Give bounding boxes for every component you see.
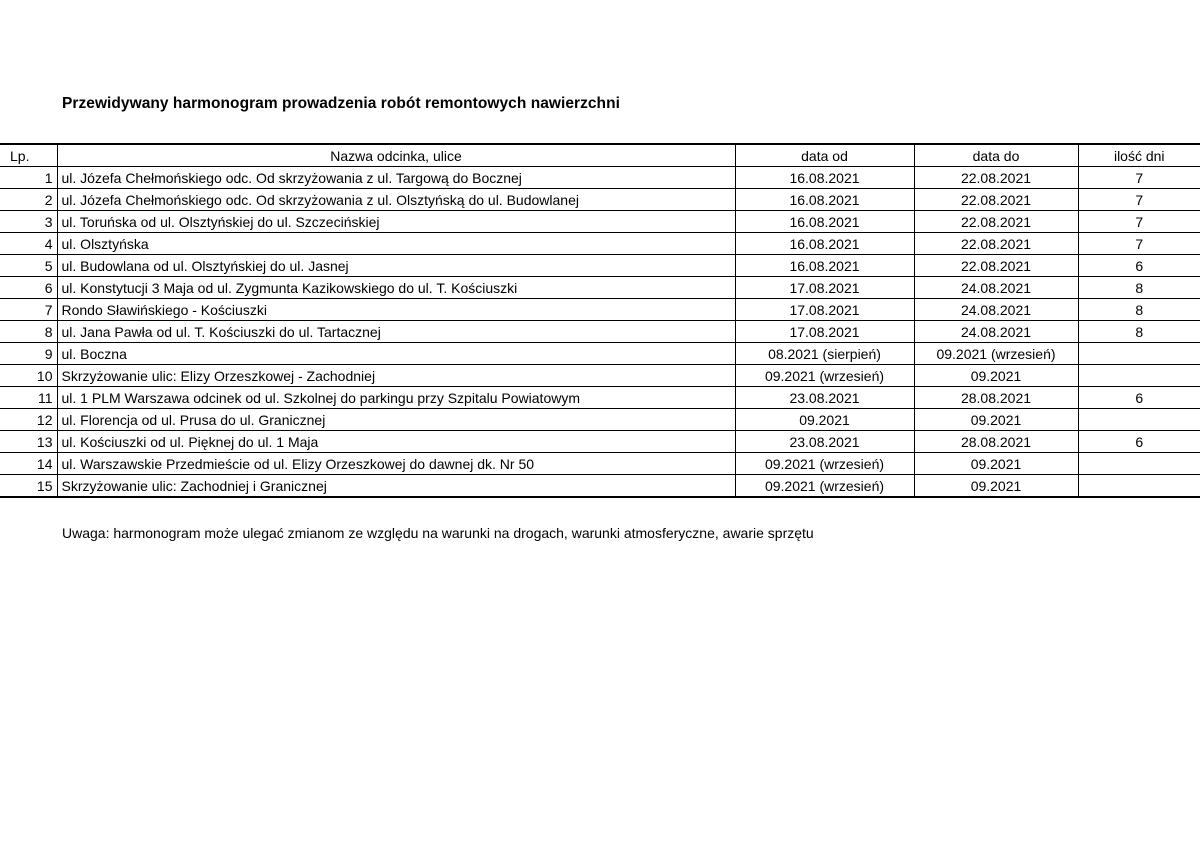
cell-date-to: 28.08.2021 bbox=[914, 431, 1078, 453]
table-row bbox=[0, 453, 1200, 475]
cell-date-from: 09.2021 (wrzesień) bbox=[735, 453, 914, 475]
cell-name: Skrzyżowanie ulic: Zachodniej i Granicznej bbox=[57, 475, 735, 498]
cell-name: ul. 1 PLM Warszawa odcinek od ul. Szkolnej do parkingu przy Szpitalu Powiatowym bbox=[57, 387, 735, 409]
cell-date-from: 16.08.2021 bbox=[735, 211, 914, 233]
cell-date-from: 17.08.2021 bbox=[735, 277, 914, 299]
cell-days: 8 bbox=[1078, 299, 1200, 321]
cell-days bbox=[1078, 343, 1200, 365]
cell-date-to: 22.08.2021 bbox=[914, 211, 1078, 233]
cell-date-to: 09.2021 bbox=[914, 475, 1078, 498]
table-row bbox=[0, 431, 1200, 453]
cell-date-to: 09.2021 bbox=[914, 453, 1078, 475]
cell-days bbox=[1078, 453, 1200, 475]
cell-lp: 8 bbox=[0, 321, 57, 343]
cell-name: ul. Budowlana od ul. Olsztyńskiej do ul. Jasnej bbox=[57, 255, 735, 277]
cell-date-to: 22.08.2021 bbox=[914, 167, 1078, 189]
cell-date-from: 09.2021 bbox=[735, 409, 914, 431]
table-row bbox=[0, 211, 1200, 233]
cell-date-to: 22.08.2021 bbox=[914, 255, 1078, 277]
cell-lp: 15 bbox=[0, 475, 57, 498]
cell-lp: 7 bbox=[0, 299, 57, 321]
table-row bbox=[0, 233, 1200, 255]
cell-date-to: 28.08.2021 bbox=[914, 387, 1078, 409]
note-text: Uwaga: harmonogram może ulegać zmianom ze względu na warunki na drogach, warunki atmosferyczne, awarie sprzętu bbox=[62, 525, 814, 541]
cell-name: Skrzyżowanie ulic: Elizy Orzeszkowej - Zachodniej bbox=[57, 365, 735, 387]
cell-days: 6 bbox=[1078, 387, 1200, 409]
header-days: ilość dni bbox=[1078, 144, 1200, 167]
cell-days: 7 bbox=[1078, 189, 1200, 211]
table-row bbox=[0, 409, 1200, 431]
cell-date-to: 24.08.2021 bbox=[914, 299, 1078, 321]
cell-lp: 10 bbox=[0, 365, 57, 387]
header-date-to: data do bbox=[914, 144, 1078, 167]
cell-name: ul. Józefa Chełmońskiego odc. Od skrzyżowania z ul. Targową do Bocznej bbox=[57, 167, 735, 189]
cell-lp: 11 bbox=[0, 387, 57, 409]
cell-date-from: 23.08.2021 bbox=[735, 431, 914, 453]
cell-lp: 6 bbox=[0, 277, 57, 299]
cell-date-from: 09.2021 (wrzesień) bbox=[735, 475, 914, 498]
cell-date-from: 16.08.2021 bbox=[735, 255, 914, 277]
cell-days: 7 bbox=[1078, 211, 1200, 233]
table-row bbox=[0, 189, 1200, 211]
cell-date-to: 09.2021 bbox=[914, 365, 1078, 387]
cell-name: ul. Toruńska od ul. Olsztyńskiej do ul. Szczecińskiej bbox=[57, 211, 735, 233]
cell-name: ul. Warszawskie Przedmieście od ul. Elizy Orzeszkowej do dawnej dk. Nr 50 bbox=[57, 453, 735, 475]
cell-name: ul. Józefa Chełmońskiego odc. Od skrzyżowania z ul. Olsztyńską do ul. Budowlanej bbox=[57, 189, 735, 211]
cell-days: 8 bbox=[1078, 321, 1200, 343]
table-header-row bbox=[0, 144, 1200, 167]
cell-lp: 3 bbox=[0, 211, 57, 233]
table-row bbox=[0, 365, 1200, 387]
cell-lp: 2 bbox=[0, 189, 57, 211]
cell-lp: 13 bbox=[0, 431, 57, 453]
header-name: Nazwa odcinka, ulice bbox=[57, 144, 735, 167]
cell-date-to: 22.08.2021 bbox=[914, 189, 1078, 211]
cell-lp: 1 bbox=[0, 167, 57, 189]
cell-date-from: 09.2021 (wrzesień) bbox=[735, 365, 914, 387]
table-row bbox=[0, 475, 1200, 498]
cell-lp: 14 bbox=[0, 453, 57, 475]
cell-lp: 12 bbox=[0, 409, 57, 431]
table-row bbox=[0, 343, 1200, 365]
table-row bbox=[0, 255, 1200, 277]
cell-date-from: 17.08.2021 bbox=[735, 299, 914, 321]
cell-date-from: 16.08.2021 bbox=[735, 167, 914, 189]
table-body bbox=[0, 167, 1200, 498]
cell-date-to: 24.08.2021 bbox=[914, 277, 1078, 299]
cell-days: 7 bbox=[1078, 167, 1200, 189]
cell-days bbox=[1078, 365, 1200, 387]
cell-date-to: 24.08.2021 bbox=[914, 321, 1078, 343]
document-title: Przewidywany harmonogram prowadzenia robót remontowych nawierzchni bbox=[62, 95, 620, 112]
cell-date-from: 17.08.2021 bbox=[735, 321, 914, 343]
table-row bbox=[0, 277, 1200, 299]
cell-days: 6 bbox=[1078, 431, 1200, 453]
cell-name: ul. Konstytucji 3 Maja od ul. Zygmunta Kazikowskiego do ul. T. Kościuszki bbox=[57, 277, 735, 299]
cell-name: ul. Boczna bbox=[57, 343, 735, 365]
table-row bbox=[0, 299, 1200, 321]
cell-date-from: 16.08.2021 bbox=[735, 233, 914, 255]
cell-name: ul. Florencja od ul. Prusa do ul. Granicznej bbox=[57, 409, 735, 431]
cell-name: ul. Olsztyńska bbox=[57, 233, 735, 255]
cell-date-from: 08.2021 (sierpień) bbox=[735, 343, 914, 365]
table-row bbox=[0, 387, 1200, 409]
cell-days: 7 bbox=[1078, 233, 1200, 255]
cell-date-to: 22.08.2021 bbox=[914, 233, 1078, 255]
cell-days bbox=[1078, 475, 1200, 498]
table-row bbox=[0, 321, 1200, 343]
cell-days: 8 bbox=[1078, 277, 1200, 299]
cell-lp: 4 bbox=[0, 233, 57, 255]
cell-date-to: 09.2021 bbox=[914, 409, 1078, 431]
cell-name: ul. Jana Pawła od ul. T. Kościuszki do ul. Tartacznej bbox=[57, 321, 735, 343]
cell-lp: 9 bbox=[0, 343, 57, 365]
cell-date-to: 09.2021 (wrzesień) bbox=[914, 343, 1078, 365]
cell-date-from: 23.08.2021 bbox=[735, 387, 914, 409]
table-row bbox=[0, 167, 1200, 189]
schedule-table bbox=[0, 143, 1200, 498]
header-lp: Lp. bbox=[0, 144, 57, 167]
cell-days: 6 bbox=[1078, 255, 1200, 277]
cell-name: ul. Kościuszki od ul. Pięknej do ul. 1 Maja bbox=[57, 431, 735, 453]
cell-lp: 5 bbox=[0, 255, 57, 277]
cell-days bbox=[1078, 409, 1200, 431]
cell-name: Rondo Sławińskiego - Kościuszki bbox=[57, 299, 735, 321]
header-date-from: data od bbox=[735, 144, 914, 167]
cell-date-from: 16.08.2021 bbox=[735, 189, 914, 211]
